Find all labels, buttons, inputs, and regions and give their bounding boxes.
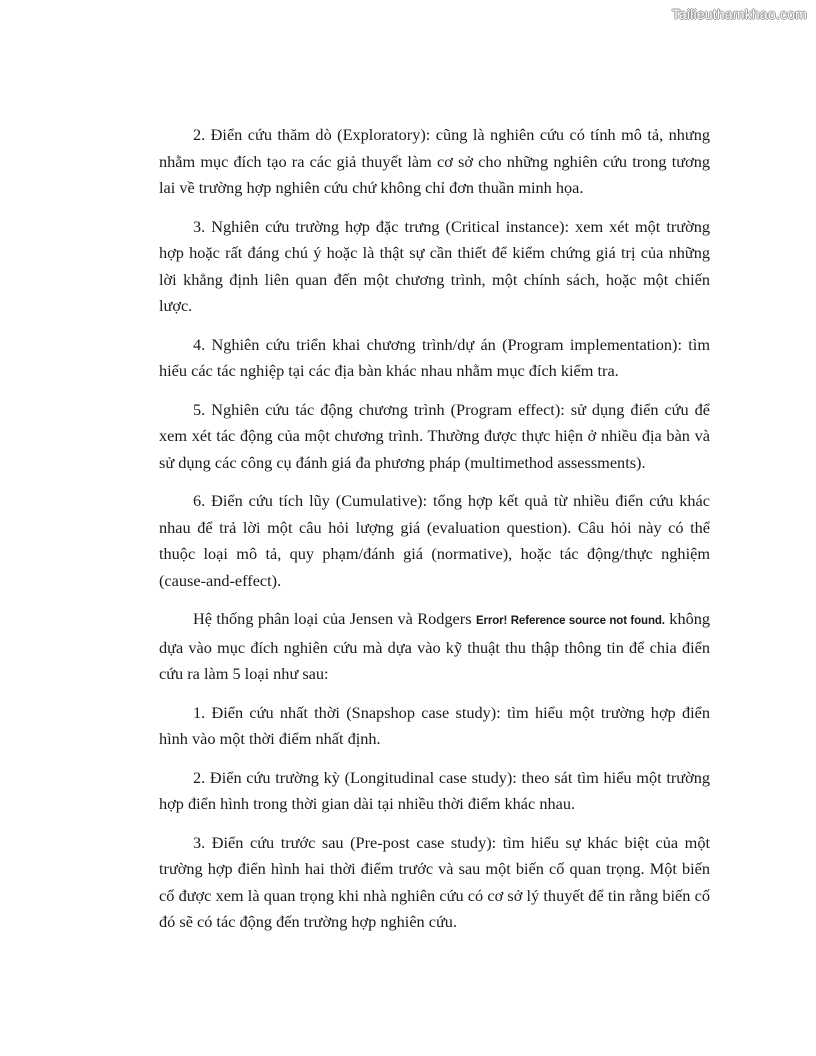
paragraph-program-implementation: 4. Nghiên cứu triển khai chương trình/dự án (Program implementation): tìm hiểu các tác nghiệp tại các địa bàn khác nhau nhằm mục đích kiểm tra.	[159, 334, 710, 380]
paragraph-critical-instance: 3. Nghiên cứu trường hợp đặc trưng (Critical instance): xem xét một trường hợp hoặc rất đáng chú ý hoặc là thật sự cần thiết để kiểm chứng giá trị của những lời khẳng định liên quan đến một chương trình, một chính sách, hoặc một chiến lược.	[159, 216, 710, 315]
reference-error: Error! Reference source not found.	[475, 615, 665, 627]
paragraph-program-effect: 5. Nghiên cứu tác động chương trình (Program effect): sử dụng điển cứu để xem xét tác động của một chương trình. Thường được thực hiện ở nhiều địa bàn và sử dụng các công cụ đánh giá đa phương pháp (multimethod assessments).	[159, 399, 710, 472]
paragraph-exploratory: 2. Điển cứu thăm dò (Exploratory): cũng là nghiên cứu có tính mô tả, nhưng nhằm mục đích tạo ra các giả thuyết làm cơ sở cho những nghiên cứu trong tương lai về trường hợp nghiên cứu chứ không chỉ đơn thuần minh họa.	[159, 125, 710, 197]
paragraph-cumulative: 6. Điển cứu tích lũy (Cumulative): tổng hợp kết quả từ nhiều điển cứu khác nhau để trả lời một câu hỏi lượng giá (evaluation question). Câu hỏi này có thể thuộc loại mô tả, quy phạm/đánh giá (normative), hoặc tác động/thực nghiệm (cause-and-effect).	[159, 491, 710, 590]
paragraph-pre-post: 3. Điển cứu trước sau (Pre-post case study): tìm hiểu sự khác biệt của một trường hợp điển hình hai thời điểm trước và sau một biến cố quan trọng. Một biến cố được xem là quan trọng khi nhà nghiên cứu có cơ sở lý thuyết để tin rằng biến cố đó sẽ có tác động đến trường hợp nghiên cứu.	[159, 832, 710, 931]
document-body	[159, 122, 710, 948]
paragraph-snapshot: 1. Điển cứu nhất thời (Snapshop case study): tìm hiểu một trường hợp điển hình vào một thời điểm nhất định.	[159, 702, 710, 748]
paragraph-classification	[159, 606, 710, 688]
classification-intro: Hệ thống phân loại của Jensen và Rodgers	[193, 609, 476, 628]
watermark-logo: Tailieuthamkhao.com	[671, 6, 807, 22]
classification-rest: không dựa vào mục đích nghiên cứu mà dựa vào kỹ thuật thu thập thông tin để chia điển cứu ra làm 5 loại như sau:	[159, 609, 711, 683]
paragraph-longitudinal: 2. Điển cứu trường kỳ (Longitudinal case study): theo sát tìm hiểu một trường hợp điển hình trong thời gian dài tại nhiều thời điểm khác nhau.	[159, 767, 710, 813]
